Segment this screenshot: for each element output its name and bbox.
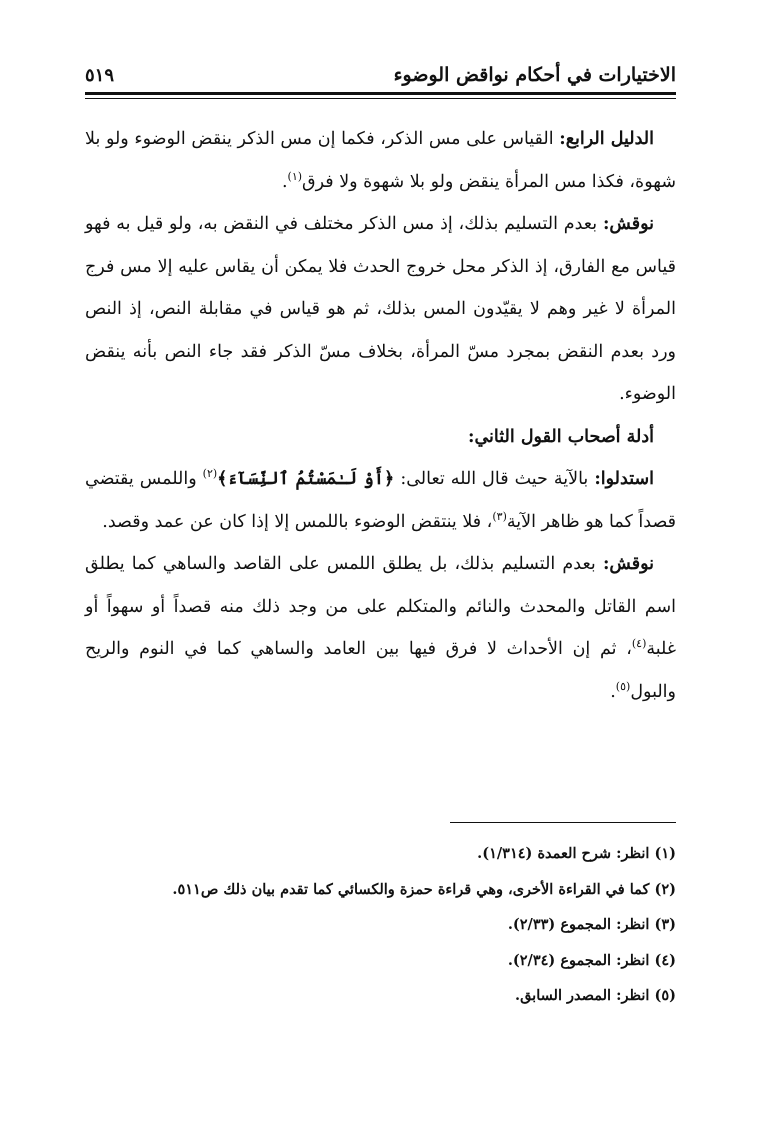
footnote-ref[interactable]: (٥) — [615, 679, 631, 693]
paragraph-text: ، فلا ينتقض الوضوء باللمس إلا إذا كان عن عمد وقصد. — [102, 511, 493, 532]
paragraph-end: . — [610, 681, 616, 702]
footnote-ref[interactable]: (١) — [287, 169, 303, 183]
paragraph-end: . — [281, 171, 288, 192]
paragraph-fourth-evidence — [85, 118, 676, 203]
section-heading: أدلة أصحاب القول الثاني: — [468, 426, 654, 447]
paragraph-objection-2 — [85, 543, 676, 713]
paragraph-lead: استدلوا: — [594, 469, 654, 489]
paragraph-objection-1 — [85, 203, 676, 416]
footnote-4: (٤) انظر: المجموع (٢/٣٤). — [507, 951, 676, 969]
footnote-ref[interactable]: (٣) — [492, 509, 507, 523]
footnote-5: (٥) انظر: المصدر السابق. — [515, 987, 676, 1004]
main-text — [85, 118, 676, 713]
paragraph-text: بالآية حيث قال الله تعالى: — [394, 469, 595, 489]
paragraph-lead: الدليل الرابع: — [559, 129, 654, 149]
paragraph-text: ، ثم إن الأحداث لا فرق فيها بين العامد والساهي كما في النوم والريح والبول — [85, 639, 676, 702]
footnote-2: (٢) كما في القراءة الأخرى، وهي قراءة حمزة والكسائي كما تقدم بيان ذلك ص٥١١. — [172, 880, 676, 898]
paragraph-lead: نوقش: — [602, 214, 654, 234]
paragraph-text: بعدم التسليم بذلك، بل يطلق اللمس على القاصد والساهي كما يطلق اسم القاتل والمحدث والنائم والمتكلم على من وجد ذلك منه قصداً أو سهواً أو غلبة — [85, 554, 676, 659]
footnote-ref[interactable]: (٤) — [631, 637, 647, 651]
header-rule-thin — [85, 98, 676, 99]
footnotes — [85, 836, 676, 1014]
quran-verse: ﴿أَوْ لَـٰمَسْتُمُ ٱلنِّسَآءَ﴾ — [217, 469, 395, 489]
paragraph-text: القياس على مس الذكر، فكما إن مس الذكر ينقض الوضوء ولو بلا شهوة، فكذا مس المرأة ينقض ولو بلا شهوة ولا فرق — [85, 129, 676, 192]
paragraph-evidence-verse — [85, 458, 676, 543]
footnote-ref[interactable]: (٢) — [202, 467, 218, 481]
running-header — [85, 60, 676, 90]
header-rule-thick — [85, 92, 676, 95]
paragraph-text: بعدم التسليم بذلك، إذ مس الذكر مختلف في النقض به، ولو قيل به فهو قياس مع الفارق، إذ الذكر محل خروج الحدث فلا يمكن أن يقاس عليه إلا مس فرج المرأة لا غير وهم لا يقيّدون المس بذلك، ثم هو قياس في مقابلة النص، إذ النص ورد بعدم النقض بمجرد مسّ المرأة، بخلاف مسّ الذكر فقد جاء النص بأنه ينقض الوضوء. — [85, 214, 676, 404]
running-title: الاختيارات في أحكام نواقض الوضوء — [393, 64, 676, 86]
paragraph-lead: نوقش: — [602, 554, 654, 574]
paragraph-text: واللمس يقتضي قصداً كما هو ظاهر الآية — [85, 469, 676, 532]
footnote-3: (٣) انظر: المجموع (٢/٣٣). — [507, 916, 676, 933]
footnote-1: (١) انظر: شرح العمدة (١/٣١٤). — [477, 845, 676, 862]
footnote-separator — [450, 822, 676, 823]
page-number: ٥١٩ — [85, 64, 115, 86]
